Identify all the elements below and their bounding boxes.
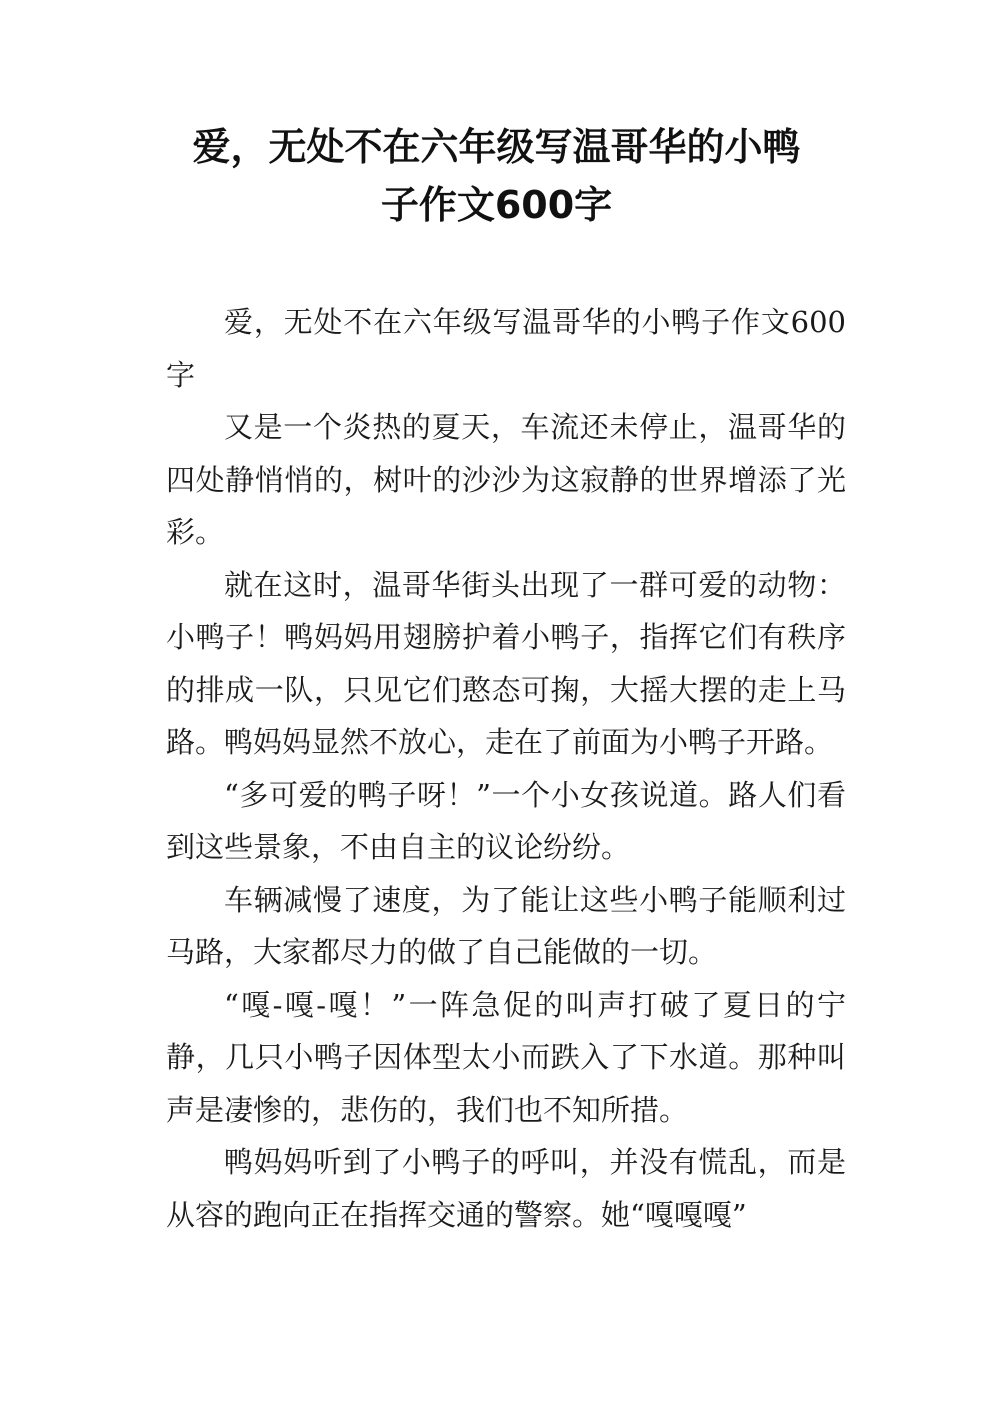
paragraph-4: “多可爱的鸭子呀！”一个小女孩说道。路人们看到这些景象，不由自主的议论纷纷。 (166, 777, 846, 864)
paragraph-7: 鸭妈妈听到了小鸭子的呼叫，并没有慌乱，而是从容的跑向正在指挥交通的警察。她“嘎嘎嘎” (166, 1145, 846, 1232)
document-title-line-1: 爱，无处不在六年级写温哥华的小鸭 (192, 125, 801, 169)
document-title (150, 118, 843, 234)
paragraph-3: 就在这时，温哥华街头出现了一群可爱的动物：小鸭子！鸭妈妈用翅膀护着小鸭子，指挥它们有秩序的排成一队，只见它们憨态可掬，大摇大摆的走上马路。鸭妈妈显然不放心，走在了前面为小鸭子开路。 (166, 567, 846, 759)
paragraph-5: 车辆减慢了速度，为了能让这些小鸭子能顺利过马路，大家都尽力的做了自己能做的一切。 (166, 882, 846, 969)
document-title-line-2: 子作文600字 (380, 183, 613, 227)
document-body (166, 296, 846, 1241)
paragraph-1: 爱，无处不在六年级写温哥华的小鸭子作文600字 (166, 305, 846, 392)
paragraph-6: “嘎-嘎-嘎！”一阵急促的叫声打破了夏日的宁静，几只小鸭子因体型太小而跌入了下水道。那种叫声是凄惨的，悲伤的，我们也不知所措。 (166, 987, 846, 1127)
paragraph-2: 又是一个炎热的夏天，车流还未停止，温哥华的四处静悄悄的，树叶的沙沙为这寂静的世界增添了光彩。 (166, 410, 846, 549)
